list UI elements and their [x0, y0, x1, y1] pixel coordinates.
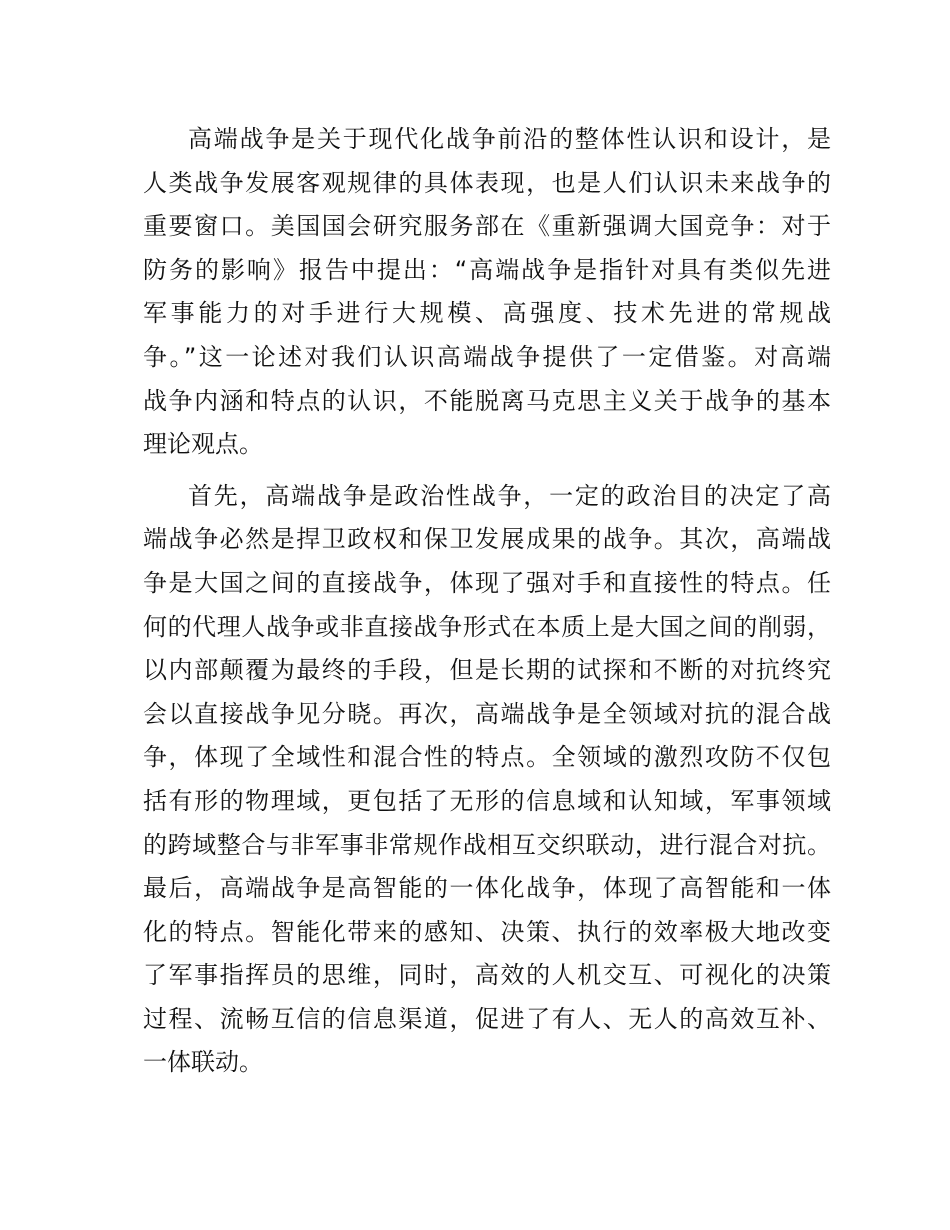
- text-line: 高端战争是关于现代化战争前沿的整体性认识和设计，是: [188, 125, 831, 153]
- text-line: 首先，高端战争是政治性战争，一定的政治目的决定了高: [188, 481, 831, 510]
- text-line: 人类战争发展客观规律的具体表现，也是人们认识未来战争的: [143, 168, 831, 197]
- text-line: 争，体现了全域性和混合性的特点。全领域的激烈攻防不仅包: [143, 743, 831, 772]
- text-line: 战争内涵和特点的认识，不能脱离马克思主义关于战争的基本: [143, 386, 831, 415]
- paragraph: [143, 475, 831, 1085]
- text-line: 最后，高端战争是高智能的一体化战争，体现了高智能和一体: [143, 874, 831, 903]
- text-line: 过程、流畅互信的信息渠道，促进了有人、无人的高效互补、: [143, 1004, 831, 1033]
- text-line: 一体联动。: [143, 1048, 263, 1077]
- text-line: 何的代理人战争或非直接战争形式在本质上是大国之间的削弱，: [143, 612, 831, 641]
- text-line: 军事能力的对手进行大规模、高强度、技术先进的常规战: [143, 299, 831, 328]
- text-line: 会以直接战争见分晓。再次，高端战争是全领域对抗的混合战: [143, 699, 831, 728]
- text-line: 争是大国之间的直接战争，体现了强对手和直接性的特点。任: [143, 568, 831, 597]
- text-line: 的跨域整合与非军事非常规作战相互交织联动，进行混合对抗。: [143, 830, 831, 859]
- text-line: 化的特点。智能化带来的感知、决策、执行的效率极大地改变: [143, 917, 831, 946]
- text-line: 防务的影响》报告中提出：“高端战争是指针对具有类似先进: [143, 255, 831, 284]
- paragraph: [143, 118, 831, 467]
- text-line: 括有形的物理域，更包括了无形的信息域和认知域，军事领域: [143, 786, 831, 815]
- text-line: 争。”这一论述对我们认识高端战争提供了一定借鉴。对高端: [143, 342, 831, 371]
- text-line: 理论观点。: [143, 430, 263, 459]
- document-page: [143, 118, 831, 1093]
- text-line: 以内部颠覆为最终的手段，但是长期的试探和不断的对抗终究: [143, 656, 831, 685]
- text-line: 端战争必然是捍卫政权和保卫发展成果的战争。其次，高端战: [143, 525, 831, 554]
- text-line: 了军事指挥员的思维，同时，高效的人机交互、可视化的决策: [143, 961, 831, 990]
- text-line: 重要窗口。美国国会研究服务部在《重新强调大国竞争：对于: [143, 212, 831, 241]
